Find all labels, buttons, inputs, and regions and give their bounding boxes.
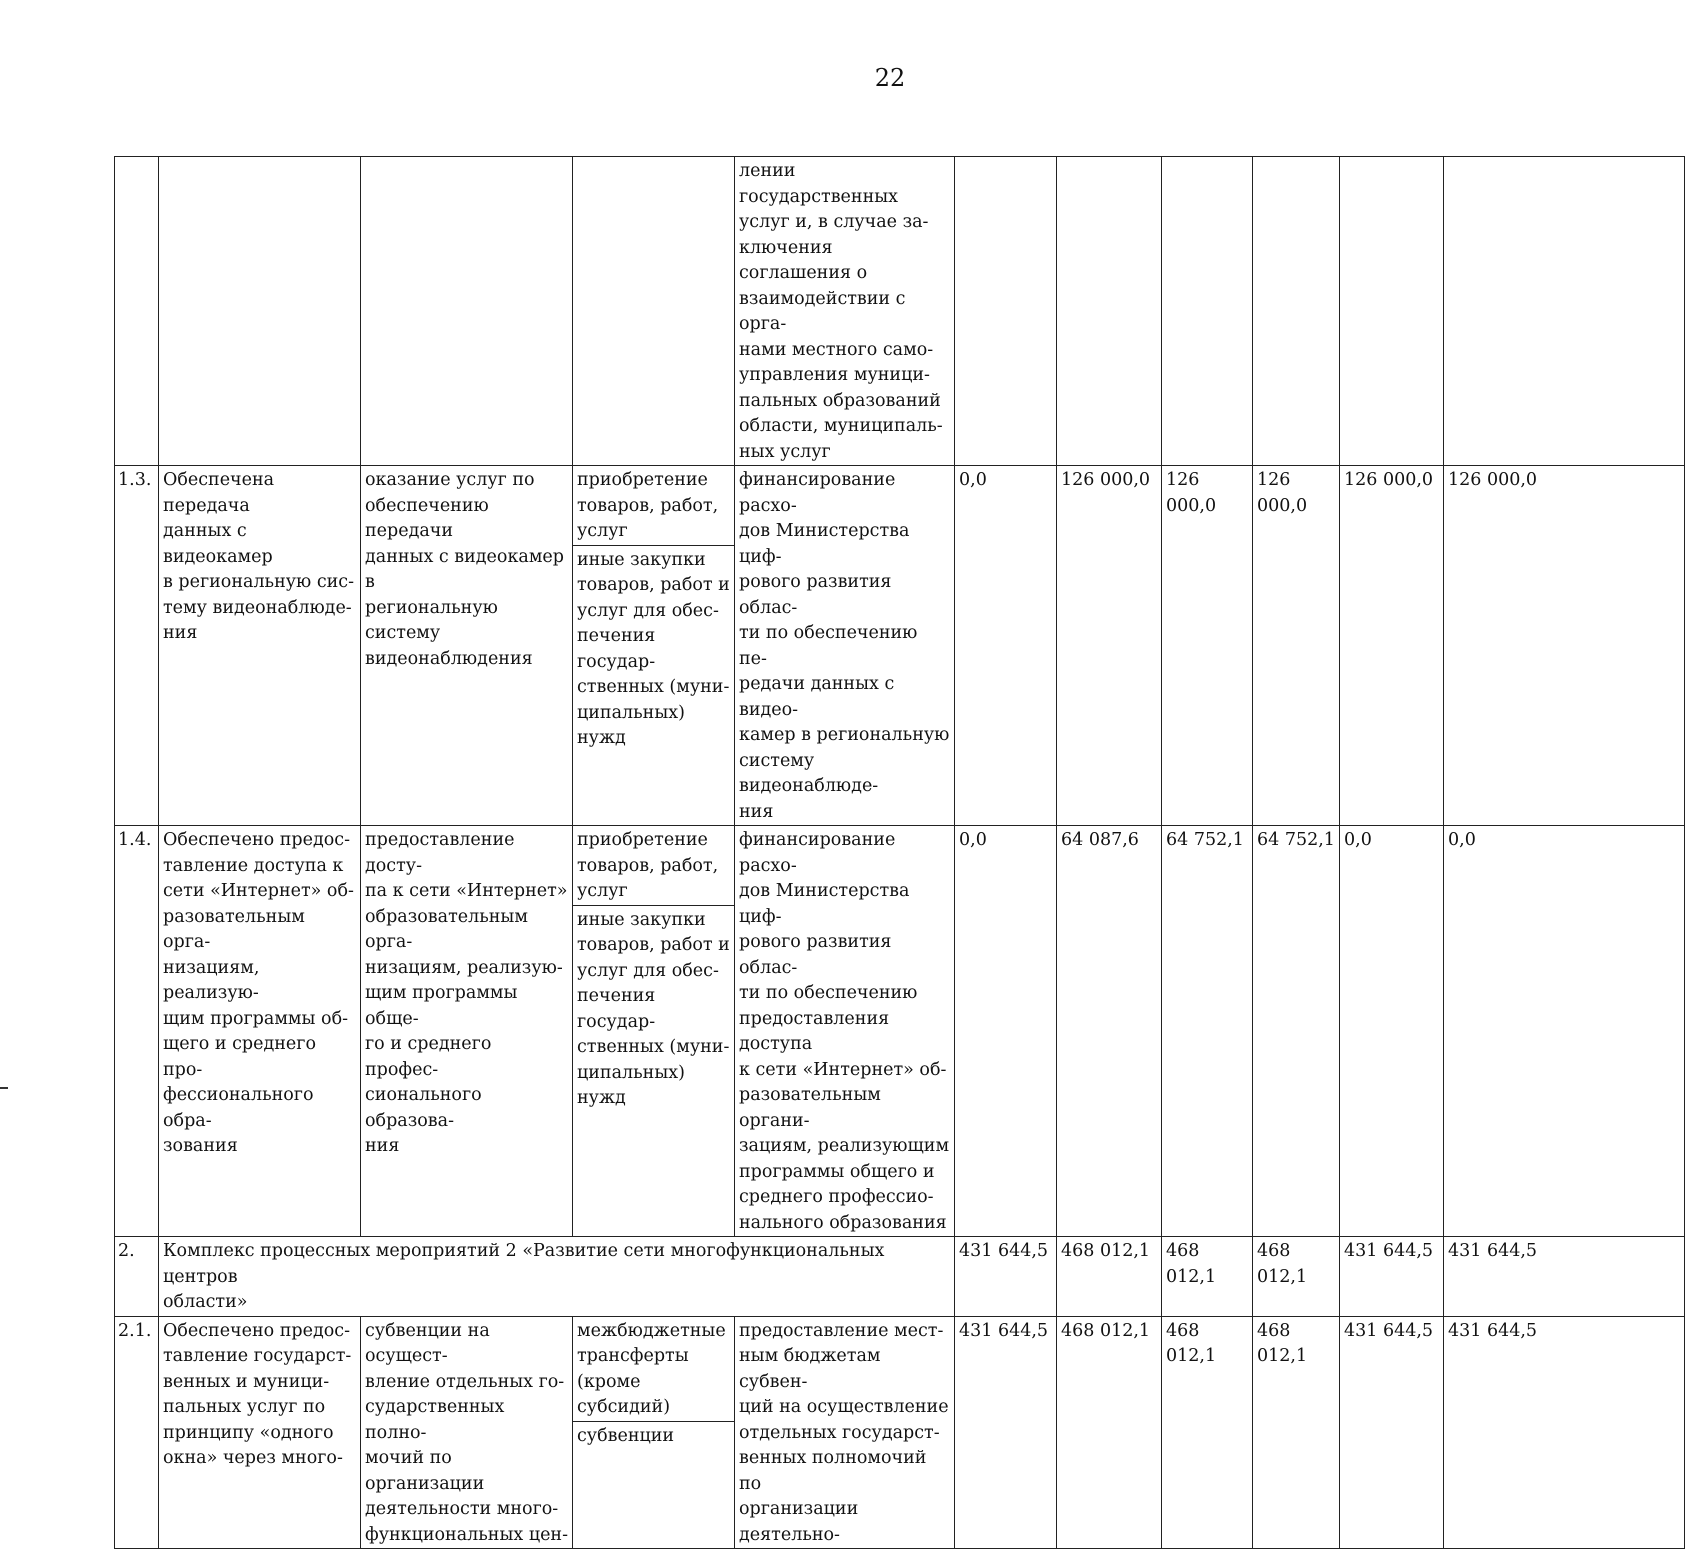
result-cell: Обеспечено предос- тавление доступа к сети «Интернет» об- разовательным орга- низациям, реализую- щим программы об- щего и среднего про- фессионального обра- зования: [159, 826, 361, 1237]
result-cell: Обеспечена передача данных с видеокамер в региональную сис- тему видеонаблюде- ния: [159, 466, 361, 826]
expense-subtype: иные закупки товаров, работ и услуг для обес- печения государ- ственных (муни- ципальных) нужд: [577, 549, 730, 748]
row-number: [115, 157, 159, 466]
value-cell: [955, 157, 1057, 466]
value-cell: 126 000,0: [1162, 466, 1253, 826]
value-cell: 64 752,1: [1253, 826, 1340, 1237]
value-cell: 126 000,0: [1057, 466, 1162, 826]
description-cell: финансирование расхо- дов Министерства циф- рового развития облас- ти по обеспечению предоставления доступа к сети «Интернет» об- разовательным органи- зациям, реализующим программы общего и среднего профессио- нального образования: [735, 826, 955, 1237]
value-cell: 468 012,1: [1162, 1316, 1253, 1549]
measure-cell: субвенции на осущест- вление отдельных го- сударственных полно- мочий по организации деятельности много- функциональных цен-: [361, 1316, 573, 1549]
value-cell: 0,0: [1444, 826, 1685, 1237]
value-cell: [1340, 157, 1444, 466]
row-number: 2.1.: [115, 1316, 159, 1549]
value-cell: 431 644,5: [955, 1237, 1057, 1317]
expense-type-cell: [573, 1316, 735, 1549]
expense-subtype: иные закупки товаров, работ и услуг для обес- печения государ- ственных (муни- ципальных) нужд: [577, 909, 730, 1108]
expense-type-cell: [573, 157, 735, 466]
value-cell: [1162, 157, 1253, 466]
description-cell: предоставление мест- ным бюджетам субвен- ций на осуществление отдельных государст- венных полномочий по организации деятельно-: [735, 1316, 955, 1549]
result-cell: Обеспечено предос- тавление государст- венных и муници- пальных услуг по принципу «одного окна» через много-: [159, 1316, 361, 1549]
description-cell: финансирование расхо- дов Министерства циф- рового развития облас- ти по обеспечению пе- редачи данных с видео- камер в региональную систему видеонаблюде- ния: [735, 466, 955, 826]
value-cell: 431 644,5: [1340, 1316, 1444, 1549]
expense-type: приобретение товаров, работ, услуг: [573, 466, 734, 546]
value-cell: 126 000,0: [1444, 466, 1685, 826]
table-row: [115, 157, 1685, 466]
table-row: [115, 826, 1685, 1237]
value-cell: 126 000,0: [1340, 466, 1444, 826]
expense-type-cell: [573, 466, 735, 826]
row-number: 2.: [115, 1237, 159, 1317]
measure-cell: оказание услуг по обеспечению передачи данных с видеокамер в региональную систему видеонаблюдения: [361, 466, 573, 826]
section-row: [115, 1237, 1685, 1317]
value-cell: 468 012,1: [1253, 1316, 1340, 1549]
expense-type-cell: [573, 826, 735, 1237]
expense-type: межбюджетные трансферты (кроме субсидий): [573, 1317, 734, 1422]
value-cell: 468 012,1: [1057, 1237, 1162, 1317]
table-row: [115, 1316, 1685, 1549]
value-cell: [1057, 157, 1162, 466]
program-table: [114, 156, 1685, 1549]
value-cell: [1444, 157, 1685, 466]
section-title: Комплекс процессных мероприятий 2 «Развитие сети многофункциональных центров области»: [159, 1237, 955, 1317]
value-cell: 0,0: [1340, 826, 1444, 1237]
row-number: 1.4.: [115, 826, 159, 1237]
value-cell: 431 644,5: [1340, 1237, 1444, 1317]
page-number: 22: [874, 64, 906, 92]
measure-cell: [361, 157, 573, 466]
value-cell: 468 012,1: [1057, 1316, 1162, 1549]
value-cell: 431 644,5: [1444, 1237, 1685, 1317]
value-cell: 431 644,5: [955, 1316, 1057, 1549]
value-cell: 64 752,1: [1162, 826, 1253, 1237]
result-cell: [159, 157, 361, 466]
margin-mark: [0, 1087, 8, 1089]
expense-subtype: субвенции: [577, 1425, 675, 1446]
expense-type: приобретение товаров, работ, услуг: [573, 826, 734, 906]
measure-cell: предоставление досту- па к сети «Интернет» образовательным орга- низациям, реализую- щим программы обще- го и среднего профес- сионального образова- ния: [361, 826, 573, 1237]
row-number: 1.3.: [115, 466, 159, 826]
value-cell: 468 012,1: [1162, 1237, 1253, 1317]
table-row: [115, 466, 1685, 826]
description-cell: лении государственных услуг и, в случае за- ключения соглашения о взаимодействии с орга- нами местного само- управления муници- пальных образований области, муниципаль- ных услуг: [735, 157, 955, 466]
value-cell: 468 012,1: [1253, 1237, 1340, 1317]
value-cell: [1253, 157, 1340, 466]
value-cell: 64 087,6: [1057, 826, 1162, 1237]
value-cell: 0,0: [955, 466, 1057, 826]
value-cell: 431 644,5: [1444, 1316, 1685, 1549]
value-cell: 0,0: [955, 826, 1057, 1237]
value-cell: 126 000,0: [1253, 466, 1340, 826]
